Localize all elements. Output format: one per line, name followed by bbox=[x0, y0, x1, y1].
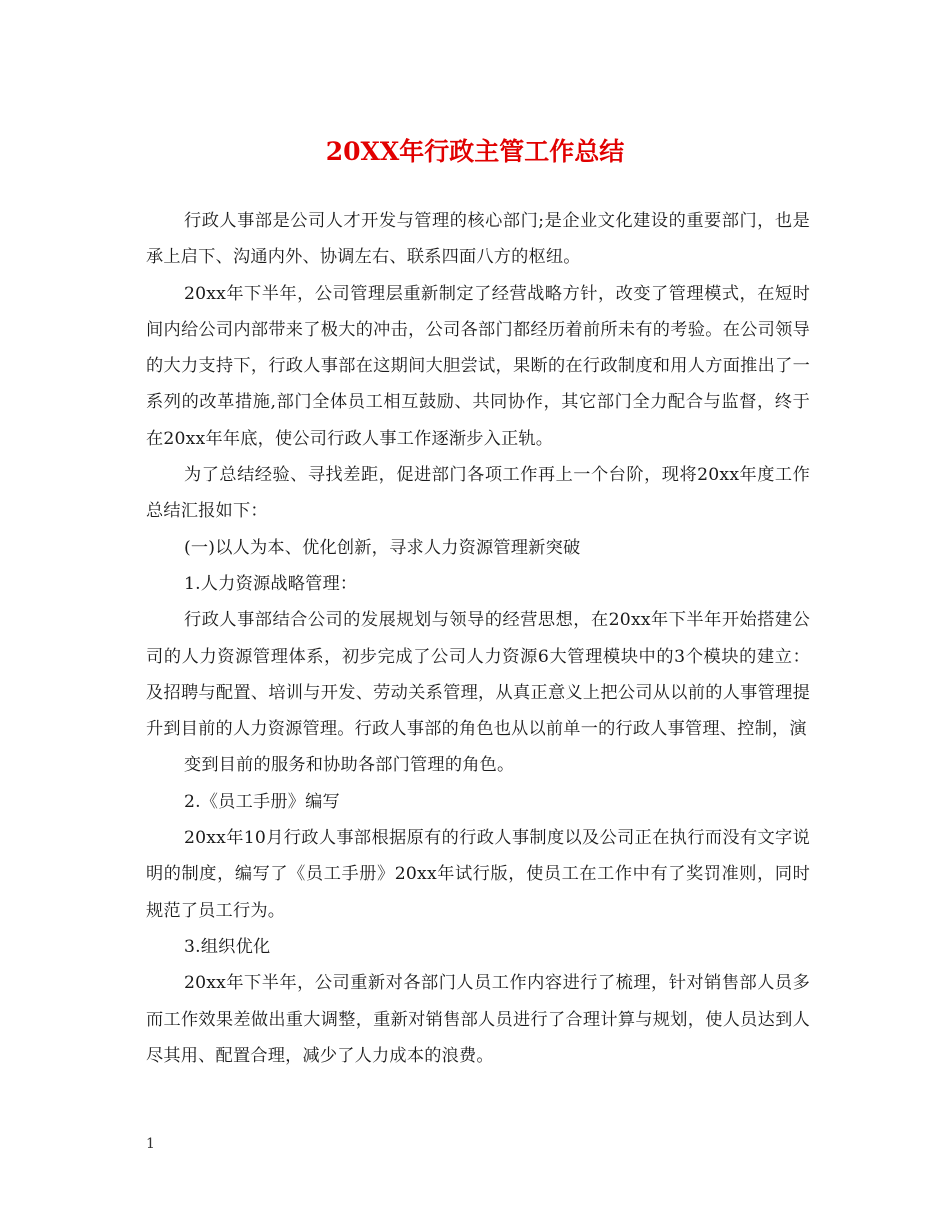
subsection-heading-3: 3.组织优化 bbox=[184, 936, 271, 957]
section-heading-1: (一)以人为本、优化创新，寻求人力资源管理新突破 bbox=[184, 537, 581, 558]
paragraph-hr-strategy: 行政人事部结合公司的发展规划与领导的经营思想，在20xx年下半年开始搭建公司的人力资源管理体系，初步完成了公司人力资源6大管理模块中的3个模块的建立：及招聘与配置、培训与开发、劳动关系管理，从真正意义上把公司从以前的人事管理提升到目前的人力资源管理。行政人事部的角色也从以前单一的行政人事管理、控制，演 bbox=[146, 610, 810, 740]
paragraph-hr-role: 变到目前的服务和协助各部门管理的角色。 bbox=[184, 755, 515, 776]
subsection-heading-2: 2.《员工手册》编写 bbox=[184, 791, 340, 812]
paragraph-org-optimization: 20xx年下半年，公司重新对各部门人员工作内容进行了梳理，针对销售部人员多而工作效果差做出重大调整，重新对销售部人员进行了合理计算与规划，使人员达到人尽其用、配置合理，减少了人力成本的浪费。 bbox=[146, 973, 810, 1066]
paragraph-background: 20xx年下半年，公司管理层重新制定了经营战略方针，改变了管理模式，在短时间内给公司内部带来了极大的冲击，公司各部门都经历着前所未有的考验。在公司领导的大力支持下，行政人事部在这期间大胆尝试，果断的在行政制度和用人方面推出了一系列的改革措施,部门全体员工相互鼓励、共同协作，其它部门全力配合与监督，终于在20xx年年底，使公司行政人事工作逐渐步入正轨。 bbox=[146, 283, 810, 449]
paragraph-handbook: 20xx年10月行政人事部根据原有的行政人事制度以及公司正在执行而没有文字说明的制度，编写了《员工手册》20xx年试行版，使员工在工作中有了奖罚准则，同时规范了员工行为。 bbox=[146, 828, 810, 921]
document-title: 20XX年行政主管工作总结 bbox=[325, 137, 625, 166]
document-body bbox=[146, 203, 810, 1074]
paragraph-intro: 行政人事部是公司人才开发与管理的核心部门;是企业文化建设的重要部门，也是承上启下、沟通内外、协调左右、联系四面八方的枢纽。 bbox=[146, 211, 810, 268]
subsection-heading-1: 1.人力资源战略管理： bbox=[184, 573, 358, 594]
page-number: 1 bbox=[146, 1136, 155, 1152]
paragraph-purpose: 为了总结经验、寻找差距，促进部门各项工作再上一个台阶，现将20xx年度工作总结汇报如下： bbox=[146, 465, 810, 522]
